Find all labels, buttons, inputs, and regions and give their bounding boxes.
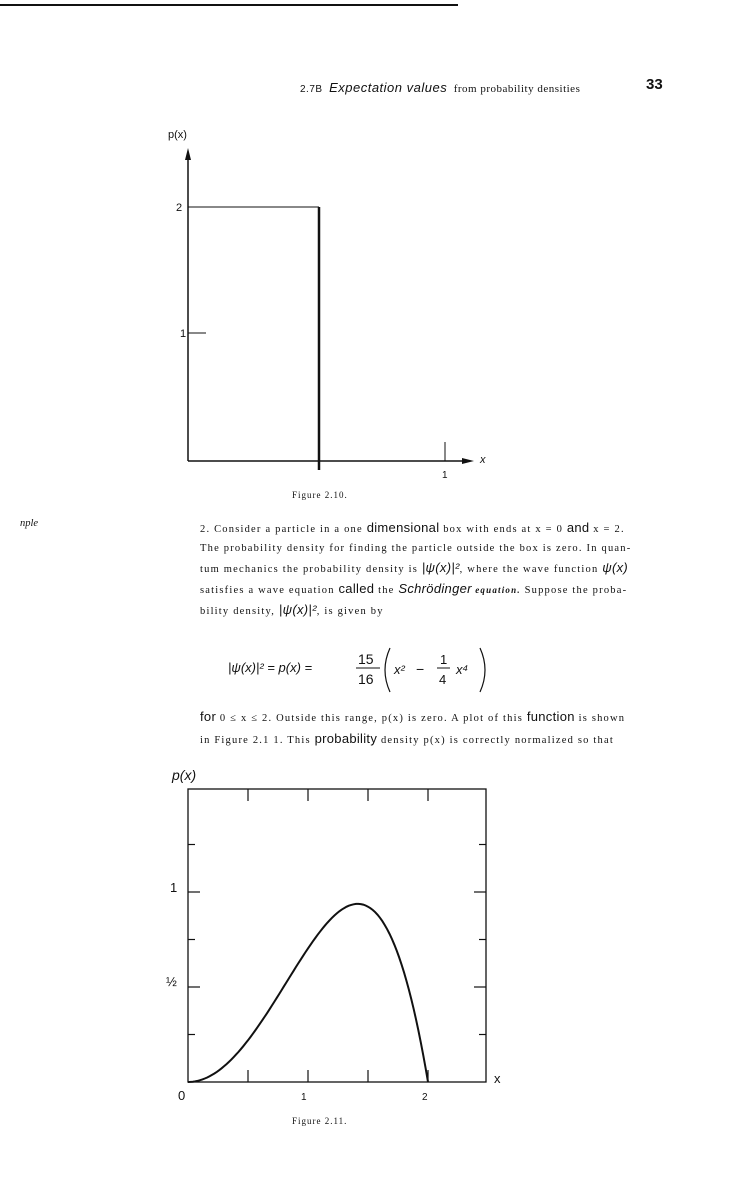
text-span: tum mechanics the probability density is bbox=[200, 564, 422, 575]
fig211-ticks bbox=[188, 789, 486, 1082]
fig211-ytick-1: 1 bbox=[170, 880, 178, 895]
text-span: and bbox=[566, 520, 590, 535]
figure-2-10 bbox=[160, 120, 500, 505]
equation-frac-num: 15 bbox=[358, 651, 374, 667]
fig211-ytick-half: ½ bbox=[166, 974, 177, 989]
fig210-xtick-1: 1 bbox=[442, 470, 448, 481]
fig211-xtick-1: 1 bbox=[301, 1092, 307, 1103]
fig211-ylabel: p(x) bbox=[172, 767, 197, 783]
text-span: The probability density for finding the particle outside the box is zero. In quan- bbox=[200, 543, 632, 554]
text-span: is shown bbox=[574, 713, 626, 724]
header-title-italic: Expectation values bbox=[329, 80, 448, 95]
text-span: 0 ≤ x ≤ 2. Outside this range, p(x) is zero. A plot of this bbox=[216, 713, 527, 724]
example-paragraph bbox=[200, 518, 630, 621]
text-span: function bbox=[526, 709, 575, 724]
fig211-xtick-2: 2 bbox=[422, 1092, 428, 1103]
text-span: the bbox=[374, 585, 399, 596]
para-line-3 bbox=[200, 558, 630, 579]
after-equation-paragraph bbox=[200, 707, 630, 751]
text-span: bility density, bbox=[200, 606, 279, 617]
section-number: 2.7B bbox=[300, 84, 323, 95]
top-rule bbox=[0, 4, 458, 6]
text-span: , is given by bbox=[316, 606, 384, 617]
text-span: called bbox=[338, 581, 375, 596]
equation-left-paren bbox=[385, 648, 390, 692]
text-span: satisfies a wave equation bbox=[200, 585, 339, 596]
text-span: x = 2. bbox=[589, 524, 625, 535]
text-span: dimensional bbox=[366, 520, 440, 535]
equation-frac2-den: 4 bbox=[439, 672, 447, 687]
fig210-y-arrow bbox=[185, 148, 191, 160]
fig211-caption: Figure 2.11. bbox=[292, 1116, 348, 1126]
para-line-1 bbox=[200, 518, 630, 539]
para-line-5 bbox=[200, 600, 630, 621]
para2-line-2 bbox=[200, 729, 630, 751]
fig210-caption: Figure 2.10. bbox=[292, 490, 348, 500]
equation-lhs: |ψ(x)|² = p(x) = bbox=[228, 660, 313, 675]
equation-frac2-num: 1 bbox=[440, 652, 448, 667]
equation-term2: x⁴ bbox=[456, 662, 469, 677]
text-span: for bbox=[200, 709, 217, 724]
fig211-curve bbox=[188, 904, 428, 1082]
fig211-frame bbox=[188, 789, 486, 1082]
text-span: , where the wave function bbox=[459, 564, 603, 575]
text-span: Schrödinger bbox=[398, 581, 472, 596]
equation-term1: x² bbox=[394, 662, 405, 677]
text-span: |ψ(x)|² bbox=[421, 560, 460, 575]
equation-minus: − bbox=[416, 661, 425, 677]
fig211-xlabel: x bbox=[494, 1071, 501, 1086]
text-span: equation. bbox=[471, 585, 521, 595]
para2-line-1 bbox=[200, 707, 630, 729]
para-line-4 bbox=[200, 579, 630, 600]
running-header bbox=[300, 80, 630, 95]
text-span: |ψ(x)|² bbox=[278, 602, 317, 617]
equation-right-paren bbox=[480, 648, 485, 692]
text-span: box with ends at x = 0 bbox=[439, 524, 567, 535]
fig210-ytick-2: 2 bbox=[176, 202, 183, 214]
equation bbox=[228, 640, 508, 700]
example-margin-label: nple bbox=[20, 518, 39, 529]
fig210-ylabel: p(x) bbox=[168, 129, 187, 141]
text-span: Suppose the proba- bbox=[520, 585, 628, 596]
figure-2-11 bbox=[160, 760, 520, 1130]
para-line-2 bbox=[200, 539, 630, 558]
text-span: density p(x) is correctly normalized so that bbox=[377, 735, 614, 746]
fig210-ytick-1: 1 bbox=[180, 328, 187, 340]
equation-frac-den: 16 bbox=[358, 671, 374, 687]
header-title-rest: from probability densities bbox=[453, 83, 581, 95]
fig210-xlabel: x bbox=[480, 454, 486, 466]
text-span: ψ(x) bbox=[602, 560, 629, 575]
page-number: 33 bbox=[646, 76, 663, 93]
text-span: probability bbox=[314, 731, 378, 746]
text-span: in Figure 2.1 1. This bbox=[200, 735, 315, 746]
fig211-xtick-0: 0 bbox=[178, 1088, 186, 1103]
fig210-x-arrow bbox=[462, 458, 474, 464]
text-span: 2. Consider a particle in a one bbox=[200, 524, 367, 535]
